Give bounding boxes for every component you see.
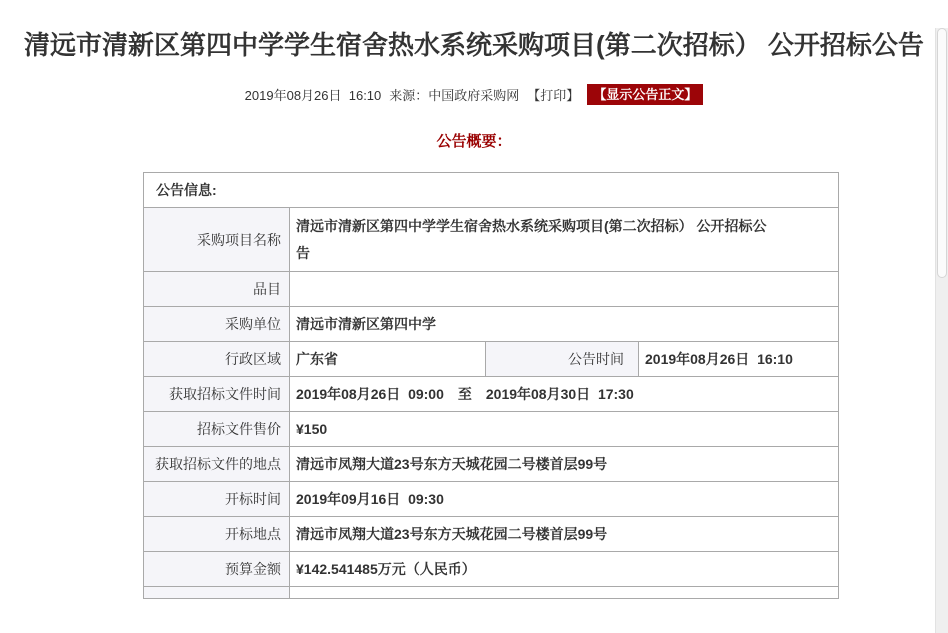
- table-row: [144, 412, 839, 447]
- row-value-purchaser: 清远市清新区第四中学: [290, 307, 839, 342]
- row-label-purchaser: 采购单位: [144, 307, 290, 342]
- row-label-region: 行政区域: [144, 342, 290, 377]
- show-announcement-body-link[interactable]: 【显示公告正文】: [587, 84, 703, 105]
- row-label-project-name: 采购项目名称: [144, 208, 290, 272]
- table-row: [144, 342, 839, 377]
- print-link[interactable]: 【打印】: [527, 88, 580, 103]
- table-row: [144, 517, 839, 552]
- row-value-bid-open-time: 2019年09月16日 09:30: [290, 482, 839, 517]
- row-label-doc-obtain-time: 获取招标文件时间: [144, 377, 290, 412]
- announcement-info-table: [143, 172, 839, 599]
- table-row-clipped: [144, 587, 839, 599]
- table-row: [144, 482, 839, 517]
- row-value-doc-price: ¥150: [290, 412, 839, 447]
- publish-datetime: 2019年08月26日 16:10: [244, 88, 382, 103]
- row-label-doc-price: 招标文件售价: [144, 412, 290, 447]
- table-row: [144, 377, 839, 412]
- row-value-clipped: [290, 587, 839, 599]
- table-row-header: [144, 173, 839, 208]
- row-label-bid-open-time: 开标时间: [144, 482, 290, 517]
- meta-line: [0, 84, 948, 105]
- summary-heading: 公告概要：: [436, 133, 512, 150]
- source-label: 来源：中国政府采购网: [389, 88, 520, 103]
- table-row: [144, 552, 839, 587]
- row-label-announce-time: 公告时间: [486, 342, 639, 377]
- table-row: [144, 272, 839, 307]
- announcement-page: [0, 28, 948, 599]
- row-value-region: 广东省: [290, 342, 486, 377]
- row-value-project-name: 清远市清新区第四中学学生宿舍热水系统采购项目(第二次招标） 公开招标公告: [296, 217, 767, 261]
- row-value-bid-open-place: 清远市凤翔大道23号东方天城花园二号楼首层99号: [290, 517, 839, 552]
- page-title: 清远市清新区第四中学学生宿舍热水系统采购项目(第二次招标） 公开招标公告: [24, 30, 924, 60]
- table-section-heading: 公告信息:: [144, 173, 839, 208]
- row-label-category: 品目: [144, 272, 290, 307]
- row-value-doc-obtain-time: 2019年08月26日 09:00 至 2019年08月30日 17:30: [290, 377, 839, 412]
- row-value-announce-time: 2019年08月26日 16:10: [639, 342, 839, 377]
- scrollbar-track[interactable]: [935, 28, 948, 633]
- row-label-budget: 预算金额: [144, 552, 290, 587]
- row-label-bid-open-place: 开标地点: [144, 517, 290, 552]
- row-value-doc-obtain-place: 清远市凤翔大道23号东方天城花园二号楼首层99号: [290, 447, 839, 482]
- row-value-category: [290, 272, 839, 307]
- table-row: [144, 307, 839, 342]
- row-label-clipped: [144, 587, 290, 599]
- table-row: [144, 447, 839, 482]
- row-value-budget: ¥142.541485万元（人民币）: [290, 552, 839, 587]
- table-row: [144, 208, 839, 272]
- scrollbar-thumb[interactable]: [937, 28, 947, 278]
- row-label-doc-obtain-place: 获取招标文件的地点: [144, 447, 290, 482]
